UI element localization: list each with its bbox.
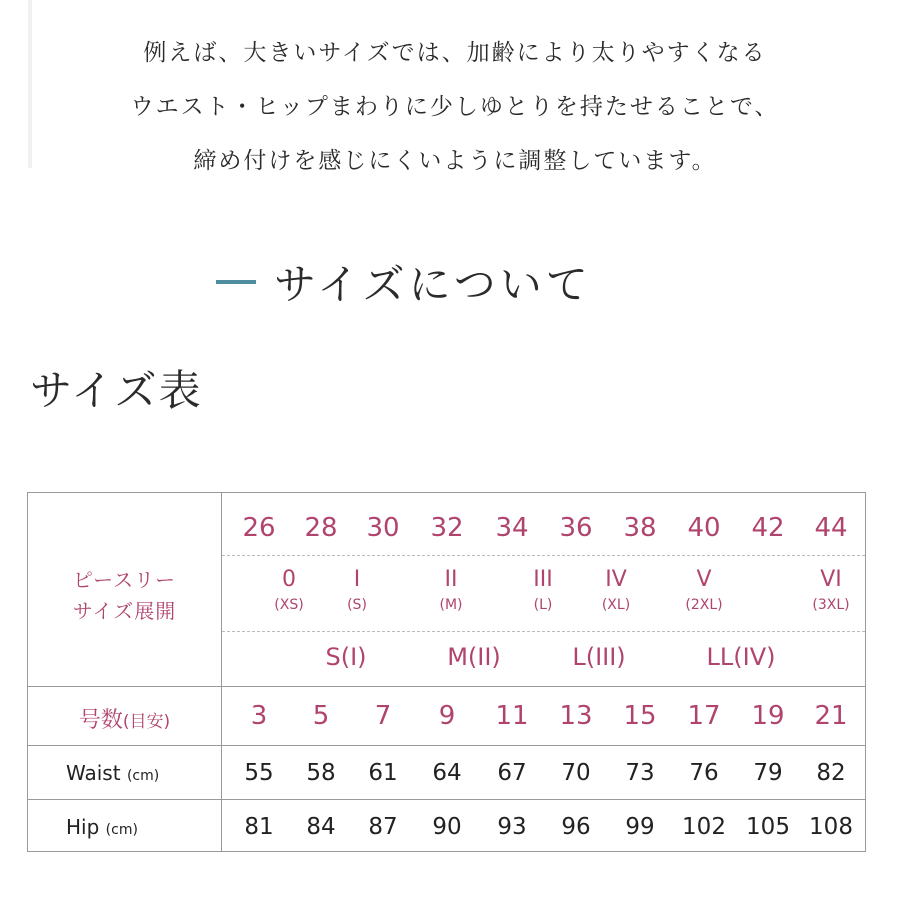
piece-size-cell: I bbox=[353, 567, 361, 592]
letter-group-cell: S(I) bbox=[325, 643, 367, 671]
hip-unit: (cm) bbox=[105, 822, 138, 838]
piece-size-cell: VI bbox=[820, 567, 842, 592]
heading-dash-icon bbox=[216, 280, 256, 284]
gousu-cell: 21 bbox=[814, 701, 848, 731]
gousu-cell: 17 bbox=[687, 701, 721, 731]
hip-cell: 102 bbox=[682, 814, 726, 840]
waist-cell: 58 bbox=[306, 760, 336, 786]
intro-side-bar bbox=[28, 0, 32, 168]
intro-line: 締め付けを感じにくいように調整しています。 bbox=[193, 148, 717, 174]
hip-cell: 99 bbox=[625, 814, 655, 840]
eu-size-cell: 32 bbox=[430, 513, 464, 543]
intro-line: 例えば、大きいサイズでは、加齢により太りやすくなる bbox=[143, 40, 767, 66]
row-divider bbox=[28, 686, 865, 687]
gousu-label-sub: (目安) bbox=[122, 712, 171, 732]
eu-size-cell: 30 bbox=[366, 513, 400, 543]
row-divider bbox=[28, 745, 865, 746]
intro-line: ウエスト・ヒップまわりに少しゆとりを持たせることで、 bbox=[130, 94, 780, 120]
hip-cell: 108 bbox=[809, 814, 853, 840]
hip-label bbox=[66, 815, 138, 839]
waist-cell: 64 bbox=[432, 760, 462, 786]
column-divider bbox=[221, 493, 222, 851]
gousu-cell: 3 bbox=[250, 701, 268, 731]
waist-label bbox=[66, 761, 159, 785]
waist-cell: 79 bbox=[753, 760, 783, 786]
piece-size-sub-cell: (2XL) bbox=[685, 597, 723, 613]
piece-size-cell: 0 bbox=[282, 567, 296, 592]
waist-label-text: Waist bbox=[66, 761, 121, 785]
piece-size-label bbox=[28, 565, 221, 627]
piece-size-cell: II bbox=[444, 567, 458, 592]
piece-size-sub-cell: (M) bbox=[439, 597, 463, 613]
section-heading-text: サイズについて bbox=[274, 260, 592, 309]
hip-cell: 90 bbox=[432, 814, 462, 840]
eu-size-cell: 28 bbox=[304, 513, 338, 543]
piece-size-sub-cell: (S) bbox=[347, 597, 367, 613]
gousu-cell: 19 bbox=[751, 701, 785, 731]
eu-size-cell: 38 bbox=[623, 513, 657, 543]
hip-cell: 93 bbox=[497, 814, 527, 840]
hip-cell: 96 bbox=[561, 814, 591, 840]
hip-cell: 84 bbox=[306, 814, 336, 840]
waist-unit: (cm) bbox=[126, 768, 160, 784]
waist-cell: 76 bbox=[689, 760, 719, 786]
gousu-label bbox=[28, 703, 221, 734]
piece-size-label-line: ピースリー bbox=[72, 568, 177, 592]
eu-size-cell: 26 bbox=[242, 513, 276, 543]
piece-size-label-line: サイズ展開 bbox=[72, 599, 177, 623]
eu-size-cell: 42 bbox=[751, 513, 785, 543]
piece-size-sub-cell: (3XL) bbox=[812, 597, 850, 613]
size-table bbox=[27, 492, 866, 852]
gousu-cell: 7 bbox=[374, 701, 392, 731]
waist-cell: 55 bbox=[244, 760, 274, 786]
gousu-cell: 5 bbox=[312, 701, 330, 731]
eu-size-cell: 44 bbox=[814, 513, 848, 543]
waist-cell: 82 bbox=[816, 760, 846, 786]
letter-group-cell: LL(IV) bbox=[706, 643, 776, 671]
dashed-divider bbox=[222, 555, 865, 556]
section-heading bbox=[216, 252, 592, 312]
piece-size-cell: V bbox=[696, 567, 712, 592]
piece-size-sub-cell: (XL) bbox=[601, 597, 631, 613]
hip-cell: 105 bbox=[746, 814, 790, 840]
hip-cell: 87 bbox=[368, 814, 398, 840]
gousu-cell: 13 bbox=[559, 701, 593, 731]
eu-size-cell: 40 bbox=[687, 513, 721, 543]
waist-cell: 70 bbox=[561, 760, 591, 786]
eu-size-cell: 36 bbox=[559, 513, 593, 543]
waist-cell: 67 bbox=[497, 760, 527, 786]
intro-text bbox=[40, 26, 870, 188]
row-divider bbox=[28, 799, 865, 800]
gousu-cell: 11 bbox=[495, 701, 529, 731]
gousu-label-text: 号数 bbox=[78, 708, 123, 733]
waist-cell: 61 bbox=[368, 760, 398, 786]
size-table-title: サイズ表 bbox=[30, 366, 203, 415]
piece-size-cell: III bbox=[533, 567, 553, 592]
letter-group-cell: M(II) bbox=[447, 643, 501, 671]
piece-size-cell: IV bbox=[605, 567, 627, 592]
piece-size-sub-cell: (XS) bbox=[274, 597, 304, 613]
gousu-cell: 15 bbox=[623, 701, 657, 731]
gousu-cell: 9 bbox=[438, 701, 456, 731]
hip-cell: 81 bbox=[244, 814, 274, 840]
hip-label-text: Hip bbox=[66, 815, 100, 839]
letter-group-cell: L(III) bbox=[572, 643, 626, 671]
eu-size-cell: 34 bbox=[495, 513, 529, 543]
dashed-divider bbox=[222, 631, 865, 632]
waist-cell: 73 bbox=[625, 760, 655, 786]
piece-size-sub-cell: (L) bbox=[533, 597, 553, 613]
